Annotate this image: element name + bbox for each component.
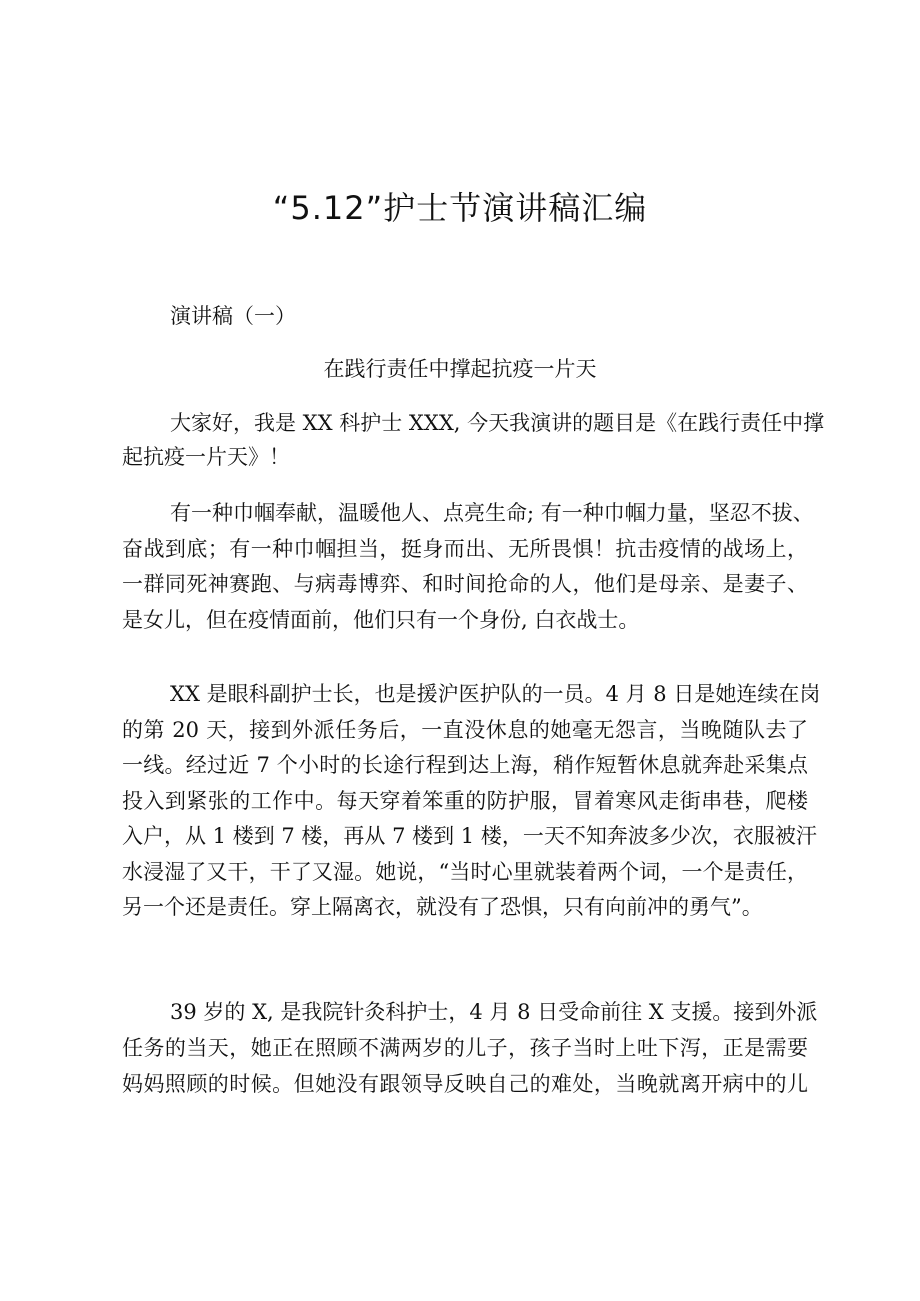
paragraph-line: 另一个还是责任。穿上隔离衣，就没有了恐惧，只有向前冲的勇气”。 (122, 895, 763, 919)
document-title: “5.12”护士节演讲稿汇编 (272, 189, 648, 227)
paragraph-line: 入户，从 1 楼到 7 楼，再从 7 楼到 1 楼，一天不知奔波多少次，衣服被汗 (122, 824, 817, 848)
paragraph-line: 起抗疫一片天》！ (122, 445, 290, 469)
paragraph-2 (122, 496, 814, 638)
paragraph-line: 妈妈照顾的时候。但她没有跟领导反映自己的难处，当晚就离开病中的儿 (122, 1072, 808, 1096)
paragraph-line: 投入到紧张的工作中。每天穿着笨重的防护服，冒着寒风走街串巷，爬楼 (122, 788, 808, 813)
paragraph-line: 一线。经过近 7 个小时的长途行程到达上海，稍作短暂休息就奔赴采集点 (122, 753, 808, 777)
paragraph-4 (122, 994, 818, 1102)
paragraph-line: 39 岁的 X, 是我院针灸科护士，4 月 8 日受命前往 X 支援。接到外派 (170, 1000, 818, 1024)
paragraph-line: 有一种巾帼奉献，温暖他人、点亮生命; 有一种巾帼力量，坚忍不拔、 (170, 501, 814, 525)
paragraph-line: XX 是眼科副护士长，也是援沪医护队的一员。4 月 8 日是她连续在岗 (170, 682, 821, 706)
paragraph-line: 是女儿，但在疫情面前，他们只有一个身份, 白衣战士。 (122, 607, 640, 632)
paragraph-line: 水浸湿了又干，干了又湿。她说，“当时心里就装着两个词，一个是责任， (122, 859, 808, 884)
paragraph-line: 奋战到底；有一种巾帼担当，挺身而出、无所畏惧！抗击疫情的战场上， (122, 536, 808, 561)
paragraph-1 (122, 406, 825, 474)
paragraph-line: 的第 20 天，接到外派任务后，一直没休息的她毫无怨言，当晚随队去了 (122, 717, 808, 742)
paragraph-line: 任务的当天，她正在照顾不满两岁的儿子，孩子当时上吐下泻，正是需要 (122, 1036, 808, 1060)
speech-subtitle: 在践行责任中撑起抗疫一片天 (323, 357, 597, 381)
paragraph-line: 一群同死神赛跑、与病毒博弈、和时间抢命的人，他们是母亲、是妻子、 (122, 572, 808, 596)
paragraph-line: 大家好，我是 XX 科护士 XXX, 今天我演讲的题目是《在践行责任中撑 (170, 411, 825, 435)
paragraph-3 (122, 677, 821, 926)
section-label: 演讲稿（一） (170, 304, 296, 328)
